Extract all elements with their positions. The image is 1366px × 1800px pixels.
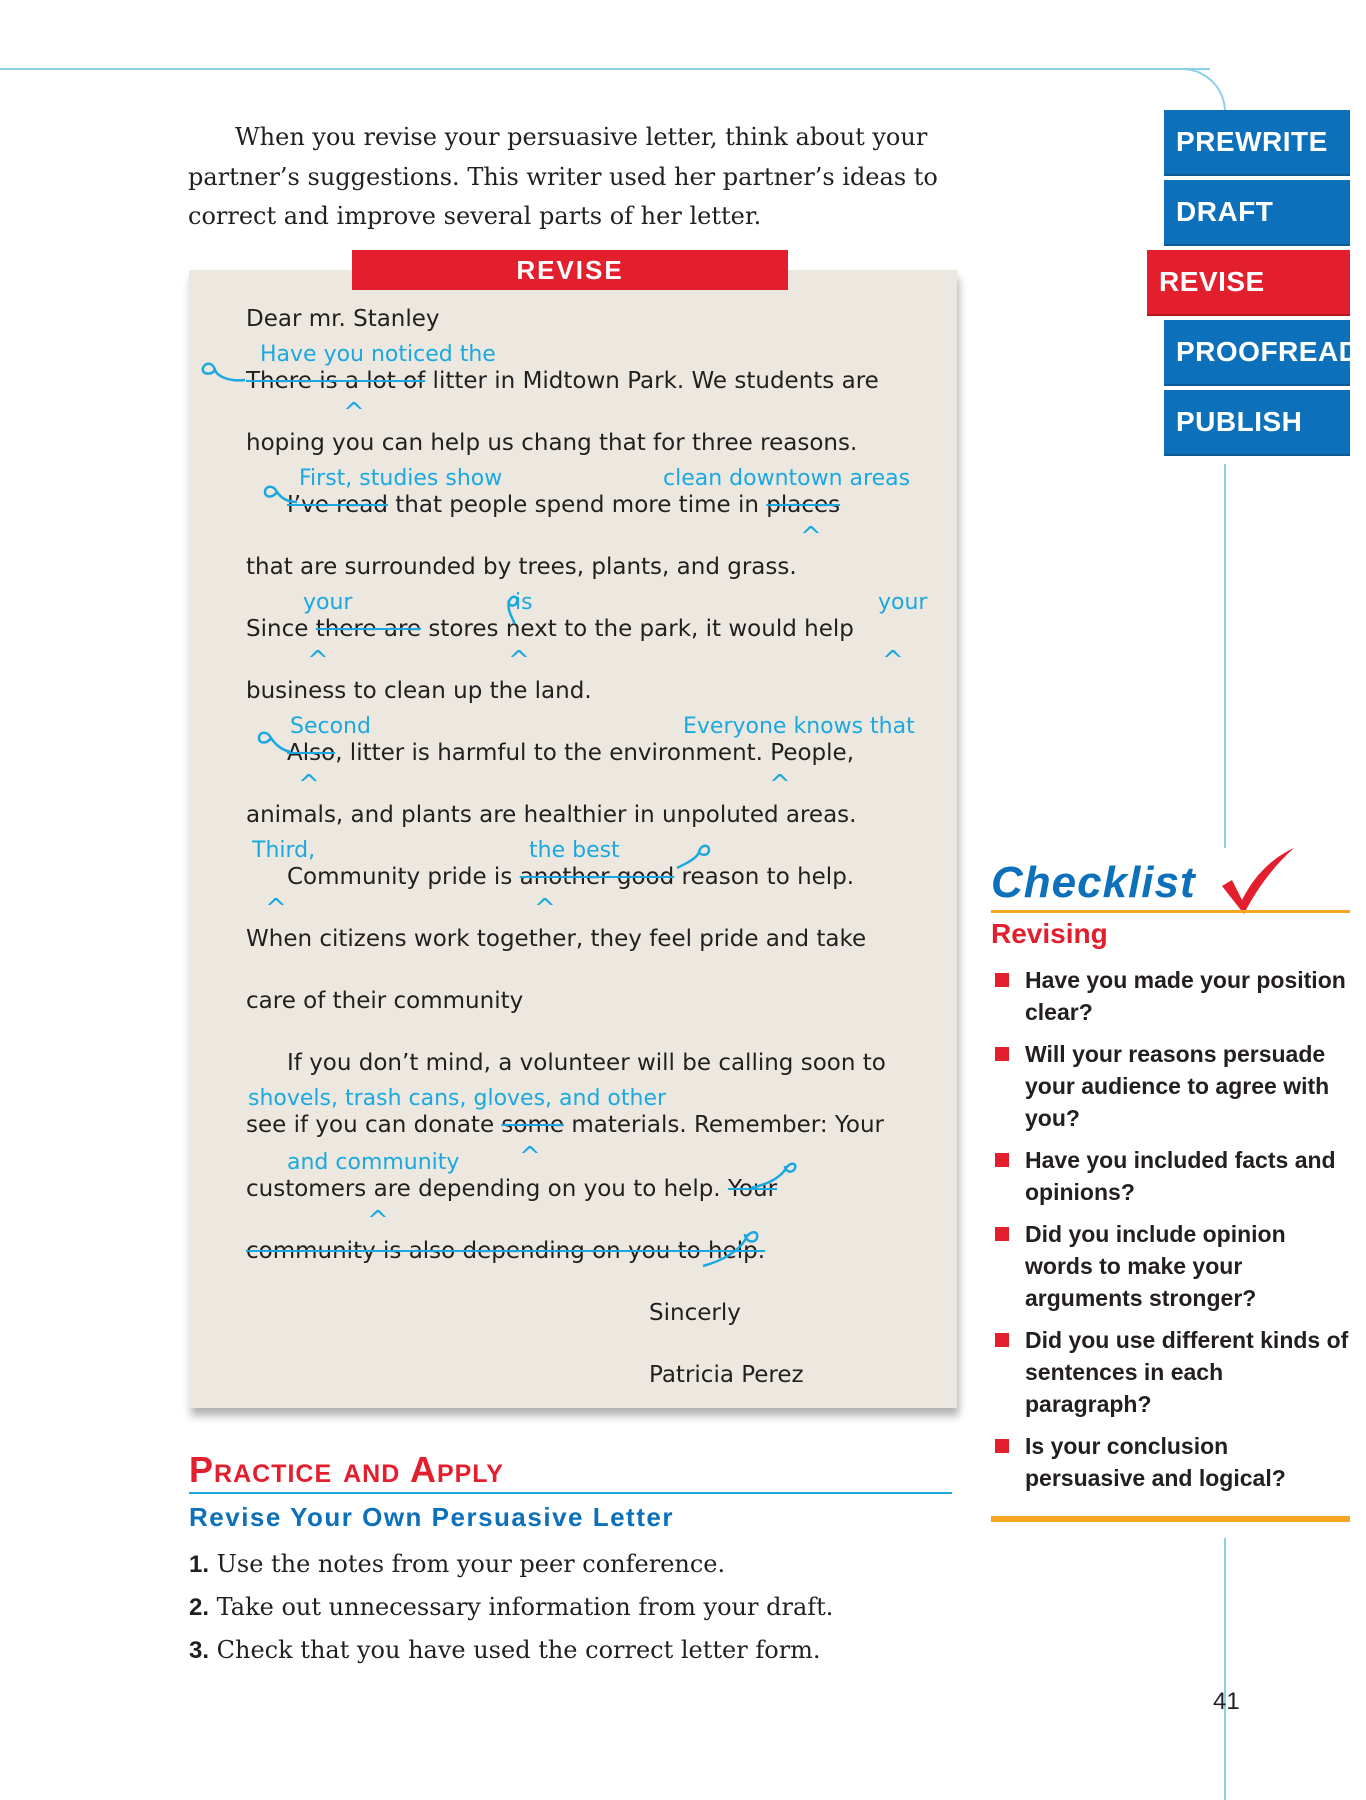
- square-bullet-icon: [995, 1047, 1009, 1061]
- letter-line-15: [246, 1238, 765, 1264]
- practice-step: 1. Use the notes from your peer conference.: [189, 1550, 726, 1578]
- side-rule-middle: [1224, 464, 1226, 848]
- insertion-shovels: shovels, trash cans, gloves, and other: [248, 1086, 667, 1111]
- checklist-subtitle: Revising: [991, 918, 1108, 949]
- checklist-bottom-rule: [991, 1516, 1350, 1522]
- letter-paper: [189, 270, 957, 1408]
- checklist-items: [991, 964, 1351, 1504]
- page-number: 41: [1213, 1688, 1240, 1715]
- deleted-text: I’ve read: [287, 492, 388, 518]
- delete-mark: [199, 350, 249, 390]
- checklist-item: Will your reasons persuade your audience to agree with you?: [991, 1038, 1351, 1134]
- writing-process-nav: [1159, 110, 1360, 460]
- letter-line-4: that are surrounded by trees, plants, and grass.: [246, 554, 797, 580]
- step-revise[interactable]: REVISE: [1147, 250, 1350, 316]
- letter-greeting: Dear mr. Stanley: [246, 306, 440, 332]
- square-bullet-icon: [995, 973, 1009, 987]
- caret-mark: ^: [882, 646, 904, 676]
- letter-closing: Sincerly: [649, 1300, 741, 1326]
- practice-title: Practice and Apply: [189, 1449, 504, 1490]
- checklist-item: Did you use different kinds of sentences in each paragraph?: [991, 1324, 1351, 1420]
- checklist-item: Did you include opinion words to make your arguments stronger?: [991, 1218, 1351, 1314]
- square-bullet-icon: [995, 1227, 1009, 1241]
- deleted-text: places: [766, 492, 841, 518]
- delete-mark: [701, 1210, 761, 1270]
- practice-steps: [189, 1550, 833, 1679]
- checklist-item: Have you made your position clear?: [991, 964, 1351, 1028]
- letter-line-5: Since there are stores next to the park, it would help: [246, 616, 854, 642]
- practice-step: 2. Take out unnecessary information from your draft.: [189, 1593, 834, 1621]
- delete-mark: [749, 1150, 799, 1192]
- delete-mark: [675, 840, 715, 874]
- letter-line-3: I’ve read that people spend more time in places: [287, 492, 841, 518]
- caret-mark: ^: [367, 1206, 389, 1236]
- step-draft[interactable]: DRAFT: [1164, 180, 1350, 246]
- checkmark-icon: [1218, 846, 1298, 916]
- insertion-the-best: the best: [529, 838, 620, 863]
- letter-line-2: hoping you can help us chang that for three reasons.: [246, 430, 858, 456]
- insertion-clean-areas: clean downtown areas: [663, 466, 911, 491]
- intro-paragraph: When you revise your persuasive letter, think about your partner’s suggestions. This writer used her partner’s ideas to correct and improve several parts of her letter.: [188, 123, 938, 230]
- step-prewrite[interactable]: PREWRITE: [1164, 110, 1350, 176]
- deleted-text: some: [501, 1112, 565, 1138]
- letter-line-6: business to clean up the land.: [246, 678, 592, 704]
- square-bullet-icon: [995, 1439, 1009, 1453]
- revise-banner: REVISE: [352, 250, 788, 290]
- caret-mark: ^: [307, 646, 329, 676]
- letter-line-12: If you don’t mind, a volunteer will be calling soon to: [287, 1050, 886, 1076]
- letter-line-7: Also, litter is harmful to the environment. People,: [287, 740, 855, 766]
- deleted-text: community is also depending on you to help.: [246, 1238, 766, 1264]
- caret-mark: ^: [343, 398, 365, 428]
- side-rule-bottom: [1224, 1538, 1226, 1800]
- caret-mark: ^: [800, 522, 822, 552]
- checklist-item: Have you included facts and opinions?: [991, 1144, 1351, 1208]
- insertion-have-you-noticed: Have you noticed the: [260, 342, 496, 367]
- caret-mark: ^: [534, 894, 556, 924]
- checklist-title: Checklist: [991, 858, 1196, 907]
- deleted-text: there are: [315, 616, 422, 642]
- insertion-third: Third,: [252, 838, 316, 863]
- step-publish[interactable]: PUBLISH: [1164, 390, 1350, 456]
- letter-line-11: care of their community: [246, 988, 524, 1014]
- insertion-everyone-knows: Everyone knows that: [683, 714, 915, 739]
- square-bullet-icon: [995, 1333, 1009, 1347]
- deleted-text: another good: [519, 864, 675, 890]
- insertion-first: First, studies show: [299, 466, 503, 491]
- caret-mark: ^: [769, 770, 791, 800]
- practice-divider: [189, 1492, 952, 1494]
- letter-line-10: When citizens work together, they feel pride and take: [246, 926, 867, 952]
- step-proofread[interactable]: PROOFREAD: [1164, 320, 1350, 386]
- practice-step: 3. Check that you have used the correct letter form.: [189, 1636, 821, 1664]
- deleted-text: Also: [287, 740, 336, 766]
- letter-line-14: customers are depending on you to help. Your: [246, 1176, 778, 1202]
- caret-mark: ^: [519, 1142, 541, 1172]
- square-bullet-icon: [995, 1153, 1009, 1167]
- deleted-text: Your: [727, 1176, 778, 1202]
- letter-line-1: There is a lot of litter in Midtown Park. We students are: [246, 368, 879, 394]
- insertion-your: your: [878, 590, 928, 615]
- insertion-and-community: and community: [287, 1150, 460, 1175]
- insertion-your: your: [303, 590, 353, 615]
- letter-signature: Patricia Perez: [649, 1362, 804, 1388]
- caret-mark: ^: [508, 646, 530, 676]
- caret-mark: ^: [265, 894, 287, 924]
- practice-subtitle: Revise Your Own Persuasive Letter: [189, 1502, 674, 1532]
- caret-mark: ^: [298, 770, 320, 800]
- letter-line-13: see if you can donate some materials. Remember: Your: [246, 1112, 884, 1138]
- letter-line-9: Community pride is another good reason to help.: [287, 864, 855, 890]
- deleted-text: There is a lot of: [246, 368, 426, 394]
- delete-mark: [261, 476, 301, 516]
- checklist-rule: [991, 910, 1350, 913]
- letter-line-8: animals, and plants are healthier in unpoluted areas.: [246, 802, 857, 828]
- delete-mark: [255, 722, 295, 762]
- checklist-item: Is your conclusion persuasive and logical?: [991, 1430, 1351, 1494]
- insertion-is: is: [515, 590, 533, 615]
- insertion-second: Second: [290, 714, 371, 739]
- top-rule: [0, 68, 1210, 70]
- delete-mark: [495, 588, 525, 628]
